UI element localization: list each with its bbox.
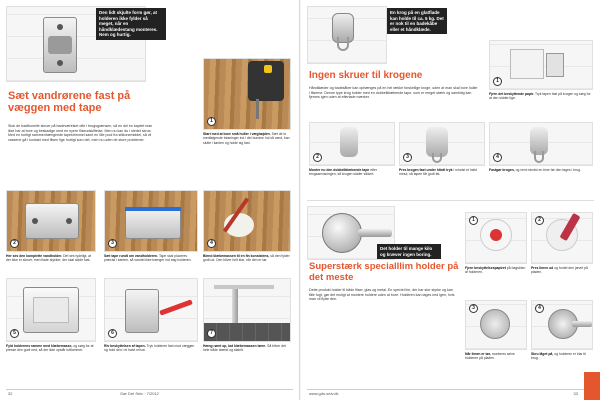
step-1-number: 1 <box>207 117 216 126</box>
holder-step-4-text: Skru låget på, og holderen er klar til brug. <box>531 352 586 361</box>
section-divider <box>307 200 594 201</box>
holder-step-3-photo <box>465 300 527 350</box>
hook-step-3-photo <box>399 122 485 166</box>
pipe-holder-image <box>43 17 77 73</box>
hook-step-1-photo <box>489 40 593 90</box>
holder-caption: Det holder til mange kilo og kræver ingen boring. <box>377 244 441 259</box>
page-headline: Sæt vandrørene fast på væggen med tape <box>8 90 131 114</box>
left-footer-magazine: Gør Det Selv · 7/2012 <box>120 391 159 396</box>
step-3-number: 3 <box>108 239 117 248</box>
step-1-photo <box>203 58 291 130</box>
hook-step-4-number: 4 <box>493 153 502 162</box>
step-5-text: Fyld holderens ramme med klæbemasse, og sørg for at presse den godt ned, så der ikke opstår luftlommer. <box>6 344 94 353</box>
hook-step-2-text: Monter nu den dobbeltklæbende tape efter brugsanvisningen, så krogen sidder sikkert. <box>309 168 378 177</box>
holder-step-2-photo <box>531 212 593 264</box>
step-6-text: Riv beskyttelsen af tapen. Tryk holderen fast mod væggen og hold den i et halvt minut. <box>104 344 195 353</box>
left-page <box>0 0 299 400</box>
hook-intro-body: Håndklæder og badekåber kan ophænges på en hel række forskellige kroge, uden at man skal bore huller i fliserne. Denne type krog holder med en dobbeltklæbende tape, som er meget stærk og samtidig kan fjernes igen uden at efterlade mærker. <box>309 86 478 100</box>
hook-step-1-number: 1 <box>493 77 502 86</box>
holder-body: Dette produkt holder til både fliser, glas og metal. En speciel lim, der har stor styrke og kan tåle fugt, gør det muligt at montere holdere uden at bore. Holderen kan tages ned igen, hvis man vil flytte den. <box>309 288 455 302</box>
holder-step-3-number: 3 <box>469 304 478 313</box>
step-7-number: 7 <box>207 329 216 338</box>
step-2-number: 2 <box>10 239 19 248</box>
step-1-text: Start med at bore små huller i væghøjden. Sæt de to medfølgende bøsninger ind i det bundne hul så vand, kan slutte i kanten og holde sig fast. <box>203 132 290 145</box>
holder-step-2-number: 2 <box>535 216 544 225</box>
step-7-photo <box>203 278 291 342</box>
holder-headline: Superstærk specialllim holder på det meste <box>309 261 459 283</box>
holder-step-1-photo <box>465 212 527 264</box>
right-footer-url: www.gds-selv.dk <box>309 391 339 396</box>
left-folio: 32 <box>8 391 13 396</box>
step-7-text: Hæng røret op, lad klæbemassen tørre. Så bliver det hele både stærkt og stabilt. <box>203 344 286 353</box>
step-6-photo <box>104 278 198 342</box>
holder-step-3-text: Når limen er tør, monteres selve holderen på pladen. <box>465 352 515 361</box>
hook-headline: Ingen skruer til krogene <box>309 70 423 81</box>
left-footer-line <box>6 389 293 390</box>
step-3-photo <box>104 190 198 252</box>
hook-step-1-text: Fjern det beskyttende papir. Tryk tapen fast på krogen og sørg for at den sidder lige. <box>489 92 591 101</box>
holder-step-2-text: Pres limen ud og fordel den jævnt på pladen. <box>531 266 588 275</box>
hook-step-2-number: 2 <box>313 153 322 162</box>
right-page <box>301 0 600 400</box>
right-footer-line <box>307 389 594 390</box>
step-4-number: 4 <box>207 239 216 248</box>
step-2-photo <box>6 190 96 252</box>
step-6-number: 6 <box>108 329 117 338</box>
hook-step-3-text: Pres krogen fast under hårdt tryk i mindst et halvt minut, så tapen får godt fat. <box>399 168 478 177</box>
intro-body: Stok de traditionelle skruer på badeværelset ofte i brugsgrænsen, så en del en kapitel man ikke har at bore og beskadige med en nyere fliseudskiftelse. Men nu kan du i stedet skrue. Med en hurtigt sammenhængende tapestrimmel samt en lille pool fra silikonemiddel, så vil vaskene gå i kontakt med flisen lige hurtigt som det, men nu uden de store problemer. <box>8 124 153 142</box>
step-5-number: 5 <box>10 329 19 338</box>
step-5-photo <box>6 278 96 342</box>
holder-step-4-photo <box>531 300 593 350</box>
holder-step-1-number: 1 <box>469 216 478 225</box>
step-4-text: Blend klæbemassen til en fin konsistens, så den fylder godt ud. Den bliver helt klar, når den er tør. <box>203 254 290 263</box>
hook-step-2-photo <box>309 122 395 166</box>
hook-step-3-number: 3 <box>403 153 412 162</box>
hook-step-4-text: Fastgør krogen, og vent mindst en time før den tages i brug. <box>489 168 581 172</box>
holder-step-1-text: Fjern beskyttelsespapiret på bagsiden af holderen. <box>465 266 526 275</box>
step-2-text: Her ses den komplette vandholder. Det ses tydeligt, at der ikke er skruer, men flade stykker, der skal sidde fast. <box>6 254 92 263</box>
hook-caption: En krog på en glatflade kan holde til ca. 5 kg. Det er nok til en badekåbe eller et håndklæde. <box>387 8 447 34</box>
right-folio: 33 <box>573 391 578 396</box>
intro-caption: Den lidt skjulte form gør, at holderen ikke fylder så meget, når en håndklædestang monteres. Nem og hurtig. <box>96 8 166 40</box>
hook-step-4-photo <box>489 122 593 166</box>
hook-hero-photo <box>307 6 387 64</box>
step-3-text: Sæt tape rundt om vandholderen. Tape skal placeres præcist i kanten, så vandet ikke trænger ind bag holderen. <box>104 254 192 263</box>
page-edge-tab <box>584 372 600 400</box>
step-4-photo <box>203 190 291 252</box>
holder-step-4-number: 4 <box>535 304 544 313</box>
